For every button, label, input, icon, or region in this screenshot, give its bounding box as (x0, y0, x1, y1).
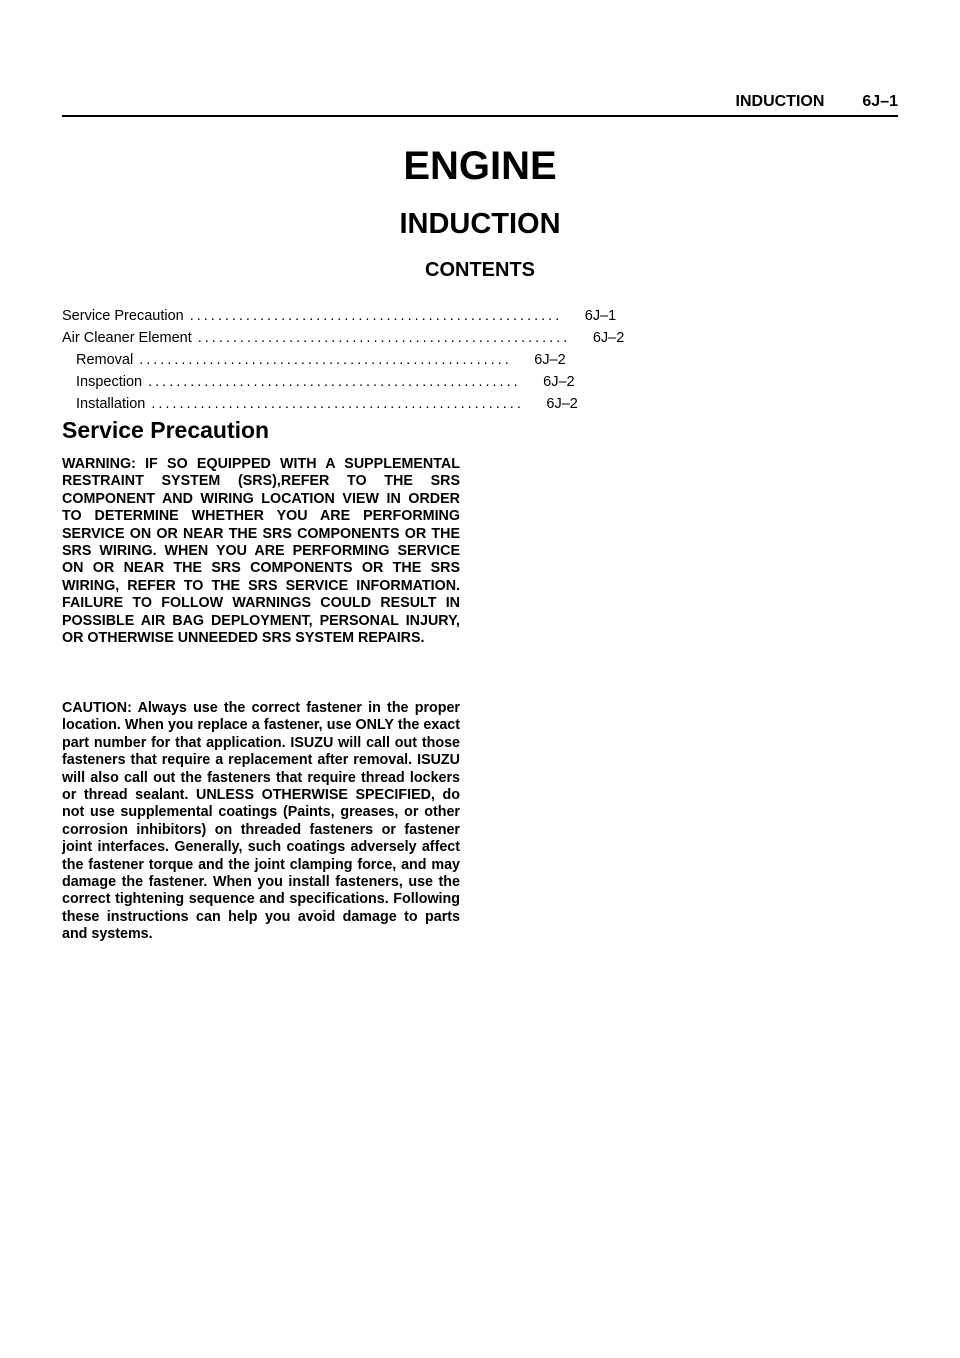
header-rule (62, 115, 898, 117)
page-subtitle: INDUCTION (399, 208, 561, 240)
contents-heading: CONTENTS (425, 259, 535, 281)
caution-paragraph: CAUTION: Always use the correct fastener in the proper location. When you replace a fastener, use ONLY the exact part number for that application. ISUZU will call out those fasteners that require a replacement after removal. ISUZU will also call out the fasteners that require thread lockers or thread sealant. UNLESS OTHERWISE SPECIFIED, do not use supplemental coatings (Paints, greases, or other corrosion inhibitors) on threaded fasteners or fastener joint interfaces. Generally, such coatings adversely affect the fastener torque and the joint clamping force, and may damage the fastener. When you install fasteners, use the correct tightening sequence and specifications. Following these instructions can help you avoid damage to parts and systems. (62, 700, 460, 943)
header-section-title: INDUCTION (735, 93, 825, 110)
toc-entry-page: 6J–1 (584, 308, 617, 324)
toc-entry-page: 6J–2 (546, 396, 578, 412)
page-header (62, 92, 898, 112)
toc-entry-air-cleaner-element[interactable] (62, 327, 625, 349)
warning-paragraph: WARNING: IF SO EQUIPPED WITH A SUPPLEMENTAL RESTRAINT SYSTEM (SRS),REFER TO THE SRS COMPONENT AND WIRING LOCATION VIEW IN ORDER TO DETERMINE WHETHER YOU ARE PERFORMING SERVICE ON OR NEAR THE SRS COMPONENTS OR THE SRS WIRING. WHEN YOU ARE PERFORMING SERVICE ON OR NEAR THE SRS COMPONENTS OR THE SRS WIRING, REFER TO THE SRS SERVICE INFORMATION. FAILURE TO FOLLOW WARNINGS COULD RESULT IN POSSIBLE AIR BAG DEPLOYMENT, PERSONAL INJURY, OR OTHERWISE UNNEEDED SRS SYSTEM REPAIRS. (62, 456, 460, 647)
toc-dot-leader: ..................................................... (189, 308, 563, 324)
toc-entry-label: Installation (76, 396, 146, 412)
toc-entry-label: Air Cleaner Element (62, 330, 192, 346)
table-of-contents (62, 305, 625, 415)
toc-entry-installation[interactable] (62, 393, 578, 415)
toc-entry-page: 6J–2 (543, 374, 575, 390)
header-page-number: 6J–1 (862, 93, 898, 110)
section-heading-service-precaution: Service Precaution (62, 417, 270, 443)
toc-dot-leader: ..................................................... (197, 330, 571, 346)
toc-dot-leader: ..................................................... (151, 396, 524, 412)
toc-entry-label: Removal (76, 352, 134, 368)
toc-entry-page: 6J–2 (534, 352, 566, 368)
toc-entry-inspection[interactable] (62, 371, 575, 393)
toc-entry-page: 6J–2 (592, 330, 625, 346)
toc-dot-leader: ..................................................... (139, 352, 512, 368)
toc-entry-service-precaution[interactable] (62, 305, 617, 327)
page-title: ENGINE (403, 144, 557, 188)
toc-entry-label: Service Precaution (62, 308, 184, 324)
toc-entry-removal[interactable] (62, 349, 566, 371)
toc-entry-label: Inspection (76, 374, 143, 390)
toc-dot-leader: ..................................................... (148, 374, 521, 390)
